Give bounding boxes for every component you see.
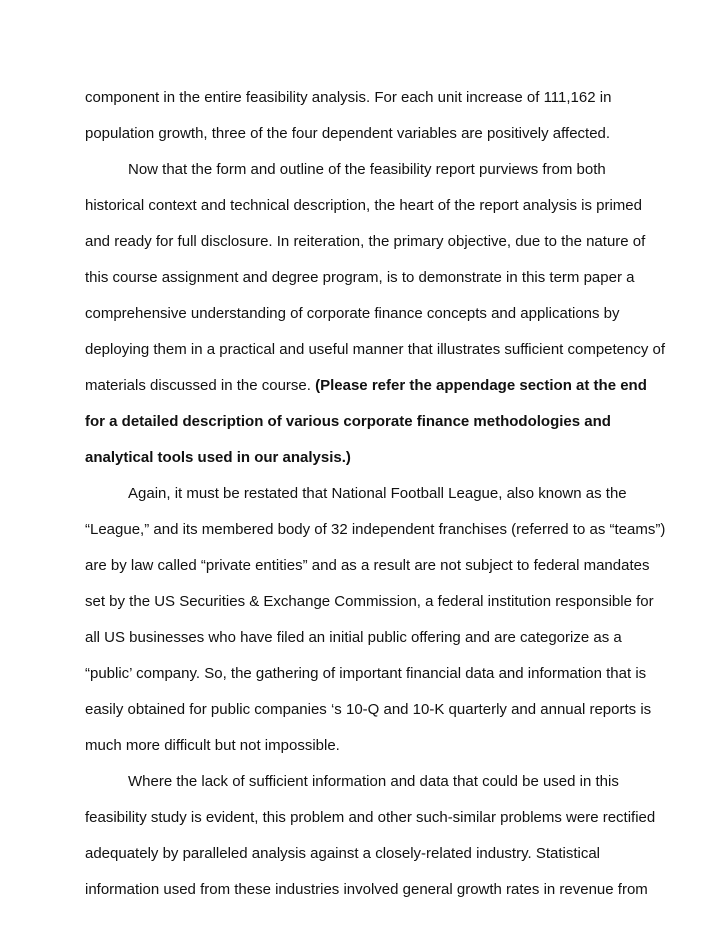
text-segment: materials discussed in the course. [85, 377, 311, 394]
text-line: feasibility study is evident, this problem and other such-similar problems were rectified [85, 809, 656, 826]
bold-text-line: for a detailed description of various corporate finance methodologies and [85, 413, 611, 430]
text-line: this course assignment and degree program, is to demonstrate in this term paper a [85, 269, 635, 286]
text-line: and ready for full disclosure. In reiteration, the primary objective, due to the nature of [85, 233, 646, 250]
text-line: comprehensive understanding of corporate finance concepts and applications by [85, 305, 620, 322]
text-line: are by law called “private entities” and as a result are not subject to federal mandates [85, 557, 650, 574]
text-line: “League,” and its membered body of 32 independent franchises (referred to as “teams”) [85, 521, 666, 538]
body-text [85, 80, 666, 908]
text-line: much more difficult but not impossible. [85, 737, 340, 754]
paragraph-start-line: Now that the form and outline of the feasibility report purviews from both [128, 161, 606, 178]
paragraph-start-line: Where the lack of sufficient information and data that could be used in this [128, 773, 619, 790]
text-line: information used from these industries involved general growth rates in revenue from [85, 881, 648, 898]
bold-text-line: analytical tools used in our analysis.) [85, 449, 351, 466]
bold-note-segment: (Please refer the appendage section at the end [315, 377, 647, 394]
text-line: component in the entire feasibility analysis. For each unit increase of 111,162 in [85, 89, 612, 106]
text-line: population growth, three of the four dependent variables are positively affected. [85, 125, 611, 142]
text-line: set by the US Securities & Exchange Commission, a federal institution responsible for [85, 593, 654, 610]
text-line: adequately by paralleled analysis against a closely-related industry. Statistical [85, 845, 601, 862]
text-line: easily obtained for public companies ‘s 10-Q and 10-K quarterly and annual reports is [85, 701, 652, 718]
text-line: deploying them in a practical and useful manner that illustrates sufficient competency of [85, 341, 666, 358]
mixed-text-line [85, 368, 645, 404]
text-line: historical context and technical description, the heart of the report analysis is primed [85, 197, 642, 214]
paragraph-start-line: Again, it must be restated that National Football League, also known as the [128, 485, 627, 502]
text-line: “public’ company. So, the gathering of important financial data and information that is [85, 665, 647, 682]
text-line: all US businesses who have filed an initial public offering and are categorize as a [85, 629, 622, 646]
